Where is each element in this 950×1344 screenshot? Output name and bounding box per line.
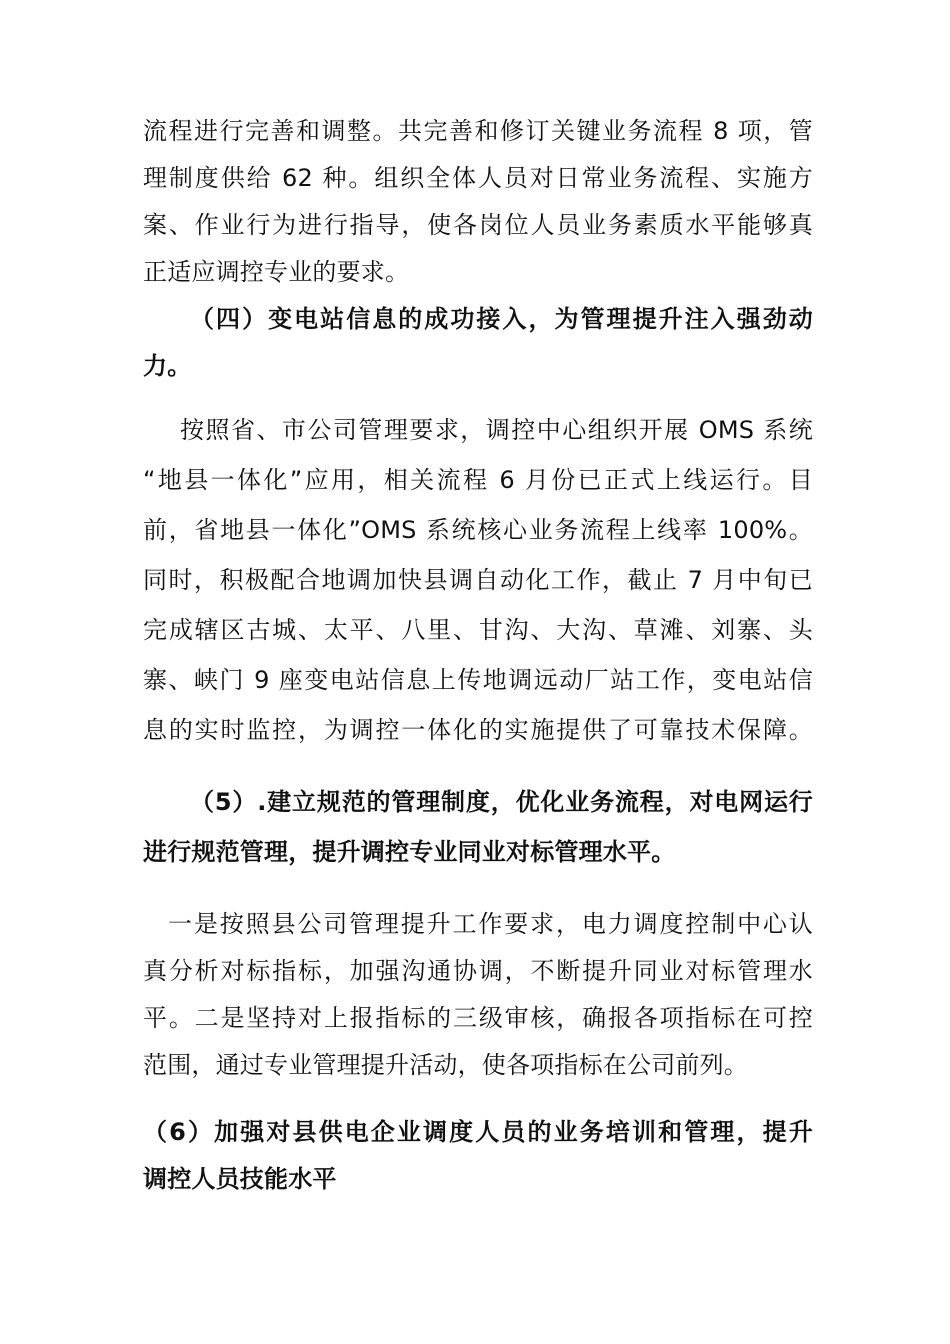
paragraph-line: 范围，通过专业管理提升活动，使各项指标在公司前列。 [143,1051,748,1079]
paragraph-line: 同时，积极配合地调加快县调自动化工作，截止 7 月中旬已 [143,566,813,594]
paragraph-line: 一是按照县公司管理提升工作要求，电力调度控制中心认 [168,910,813,938]
section-heading: （四）变电站信息的成功接入，为管理提升注入强劲动 [190,305,813,333]
paragraph-line: 平。二是坚持对上报指标的三级审核，确报各项指标在可控 [143,1004,813,1032]
paragraph-line: “地县一体化”应用，相关流程 6 月份已正式上线运行。目 [143,466,813,494]
paragraph-line: 前，省地县一体化”OMS 系统核心业务流程上线率 100%。 [143,516,813,544]
section-heading: （5）.建立规范的管理制度，优化业务流程，对电网运行 [190,788,813,816]
section-heading: 力。 [143,352,192,380]
paragraph-line: 完成辖区古城、太平、八里、甘沟、大沟、草滩、刘寨、头 [143,616,813,644]
paragraph-line: 正适应调控专业的要求。 [143,258,410,286]
paragraph-line: 按照省、市公司管理要求，调控中心组织开展 OMS 系统 [180,416,813,444]
section-heading: 调控人员技能水平 [143,1165,337,1193]
paragraph-line: 流程进行完善和调整。共完善和修订关键业务流程 8 项，管 [143,117,813,145]
paragraph-line: 寨、峡门 9 座变电站信息上传地调远动厂站工作，变电站信 [143,666,813,694]
section-heading: 进行规范管理，提升调控专业同业对标管理水平。 [143,838,676,866]
paragraph-line: 理制度供给 62 种。组织全体人员对日常业务流程、实施方 [143,164,813,192]
paragraph-line: 案、作业行为进行指导，使各岗位人员业务素质水平能够真 [143,211,813,239]
paragraph-line: 真分析对标指标，加强沟通协调，不断提升同业对标管理水 [143,957,813,985]
paragraph-line: 息的实时监控，为调控一体化的实施提供了可靠技术保障。 [143,716,813,744]
section-heading: （6）加强对县供电企业调度人员的业务培训和管理，提升 [143,1118,813,1146]
